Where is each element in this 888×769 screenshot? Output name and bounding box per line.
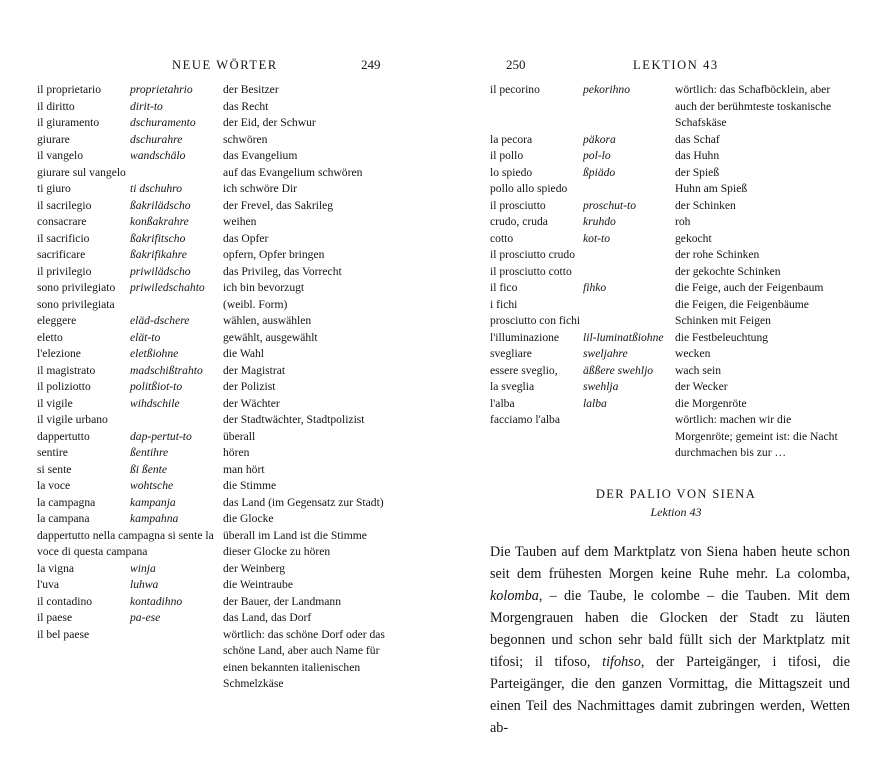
italian-term: cotto <box>490 231 514 245</box>
german-translation: die Wahl <box>223 347 265 360</box>
vocab-entry <box>490 198 840 215</box>
italian-term: il poliziotto <box>37 380 91 393</box>
italian-term: si sente <box>37 462 72 476</box>
vocab-entry <box>37 495 393 512</box>
italian-term: giurare <box>37 132 70 146</box>
pronunciation: wandschälo <box>130 149 186 162</box>
vocab-entry <box>37 412 393 429</box>
german-translation: der Wächter <box>223 396 280 410</box>
pronunciation: priwilädscho <box>130 264 191 278</box>
german-translation: ich bin bevorzugt <box>223 281 305 294</box>
italian-term: la sveglia <box>490 380 535 393</box>
vocab-entry <box>490 264 840 281</box>
german-translation: (weibl. Form) <box>223 297 288 311</box>
vocab-entry <box>37 99 393 116</box>
german-translation: der Besitzer <box>223 83 279 96</box>
german-translation: wörtlich: machen wir die Morgenröte; gemeint ist: die Nacht durchmachen bis zur … <box>675 413 838 459</box>
pronunciation <box>583 412 675 462</box>
italian-term: prosciutto con fichi <box>490 314 581 327</box>
german-translation: der Weinberg <box>223 561 286 575</box>
italian-term: crudo, cruda <box>490 215 548 228</box>
italian-term: lo spiedo <box>490 165 533 179</box>
vocab-entry <box>490 280 840 297</box>
italian-term: la campagna <box>37 495 96 509</box>
italian-term: il privilegio <box>37 264 92 278</box>
german-translation: schwören <box>223 132 268 146</box>
vocab-entry <box>490 297 840 314</box>
german-translation: der gekochte Schinken <box>675 264 781 278</box>
german-translation: der Wecker <box>675 380 728 393</box>
german-translation: wörtlich: das Schafböcklein, aber auch der berühmteste toskanische Schafskäse <box>675 83 832 129</box>
pronunciation: päkora <box>583 132 616 146</box>
vocab-entry <box>37 462 393 479</box>
vocab-entry <box>37 379 393 396</box>
vocab-entry <box>37 429 393 446</box>
italian-term: il giuramento <box>37 116 100 129</box>
vocab-entry <box>37 313 393 330</box>
italian-term: il prosciutto <box>490 198 546 212</box>
vocab-entry <box>37 627 393 693</box>
italian-term: il sacrificio <box>37 231 90 245</box>
running-title: NEUE WÖRTER <box>172 58 278 72</box>
pronunciation: ßakrifikahre <box>130 248 187 261</box>
german-translation: hören <box>223 446 250 459</box>
pronunciation: ti dschuhro <box>130 182 183 195</box>
german-translation: wach sein <box>675 363 722 377</box>
vocab-entry <box>37 280 393 297</box>
pronunciation: swehlja <box>583 380 619 393</box>
german-translation: der Magistrat <box>223 363 286 377</box>
german-translation: roh <box>675 215 691 228</box>
italian-term: facciamo l'alba <box>490 413 560 426</box>
pronunciation: kruhdo <box>583 215 616 228</box>
vocab-entry <box>37 264 393 281</box>
pronunciation: wihdschile <box>130 396 180 410</box>
vocab-entry <box>490 396 840 413</box>
pronunciation: dap-pertut-to <box>130 429 192 443</box>
italian-term: dappertutto <box>37 429 90 443</box>
italian-term: eletto <box>37 330 63 344</box>
vocab-entry <box>490 379 840 396</box>
vocab-entry <box>490 181 840 198</box>
page-number: 249 <box>361 57 381 72</box>
italian-term: il paese <box>37 611 73 624</box>
pronunciation: dirit-to <box>130 99 163 113</box>
italian-term: il pecorino <box>490 83 540 96</box>
vocab-entry <box>37 198 393 215</box>
italian-term: l'elezione <box>37 347 81 360</box>
italian-term: il prosciutto crudo <box>490 248 576 261</box>
pronunciation: pa-ese <box>130 611 161 624</box>
running-title: LEKTION 43 <box>633 58 719 72</box>
german-translation: der Schinken <box>675 198 736 212</box>
pronunciation: kampahna <box>130 512 179 525</box>
german-translation: überall <box>223 429 256 443</box>
pronunciation: dschuramento <box>130 116 196 129</box>
vocab-entry <box>37 165 393 182</box>
italian-term: essere sveglio, <box>490 363 558 377</box>
pronunciation: pol-lo <box>583 149 611 162</box>
vocab-entry <box>37 363 393 380</box>
body-text-segment: , der Parteigänger, i tifosi, die Parteigänger, die den ganzen Vormittag, die Mittagszeit und einen Teil des Nachmittages damit zubringen werden, Wetten ab- <box>490 654 850 736</box>
vocab-entry <box>37 82 393 99</box>
vocab-entry <box>490 214 840 231</box>
german-translation: die Morgenröte <box>675 396 747 410</box>
italian-term: l'illuminazione <box>490 330 560 344</box>
german-translation: wecken <box>675 347 711 360</box>
german-translation: opfern, Opfer bringen <box>223 248 325 261</box>
vocab-entry <box>37 214 393 231</box>
pronunciation: ßpiädo <box>583 165 616 179</box>
german-translation: der Polizist <box>223 380 276 393</box>
vocab-entry <box>37 181 393 198</box>
vocab-entry <box>37 346 393 363</box>
pronunciation: wohtsche <box>130 479 174 492</box>
german-translation: der Stadtwächter, Stadtpolizist <box>223 413 365 426</box>
pronunciation: ßakrilädscho <box>130 198 191 212</box>
italian-term: la vigna <box>37 561 75 575</box>
vocabulary-list <box>37 82 393 693</box>
pronunciation: proprietahrio <box>130 83 193 96</box>
pronunciation: konßakrahre <box>130 215 189 228</box>
german-translation: das Huhn <box>675 149 720 162</box>
vocab-entry <box>490 247 840 264</box>
italian-term: l'uva <box>37 578 60 591</box>
german-translation: das Evangelium <box>223 149 298 162</box>
italian-term: sacrificare <box>37 248 86 261</box>
vocab-entry <box>490 363 840 380</box>
pronunciation <box>130 297 223 314</box>
german-translation: das Opfer <box>223 231 269 245</box>
italian-term: il bel paese <box>37 627 90 641</box>
italian-term: i fichi <box>490 297 518 311</box>
right-page <box>444 0 888 769</box>
pronunciation: äßßere swehljo <box>583 363 654 377</box>
german-translation: die Glocke <box>223 512 274 525</box>
german-translation: ich schwöre Dir <box>223 182 298 195</box>
pronunciation <box>583 313 675 330</box>
italian-term: la pecora <box>490 132 533 146</box>
italian-term: il diritto <box>37 99 75 113</box>
vocab-entry <box>490 346 840 363</box>
vocab-entry <box>490 82 840 132</box>
vocab-entry <box>490 231 840 248</box>
body-text <box>490 541 850 739</box>
italian-term: il vigile <box>37 396 73 410</box>
pronunciation: tifohso <box>602 654 641 670</box>
pronunciation: ßentihre <box>130 446 169 459</box>
body-text-segment: , – die Taube, le colombe – die Tauben. Mit dem Morgengrauen haben die Glocken der Stadt zu läuten begonnen und schon sehr bald füllt sich der Marktplatz mit tifosi; il tifoso, <box>490 588 850 670</box>
vocab-entry <box>490 148 840 165</box>
italian-term: il prosciutto cotto <box>490 264 572 278</box>
pronunciation: dschurahre <box>130 132 183 146</box>
italian-term: il magistrato <box>37 363 96 377</box>
german-translation: wörtlich: das schöne Dorf oder das schöne Land, aber auch Name für einen bekannten italienischen Schmelzkäse <box>223 627 385 690</box>
german-translation: die Weintraube <box>223 578 293 591</box>
vocab-entry <box>37 396 393 413</box>
german-translation: gekocht <box>675 231 712 245</box>
italian-term: sono privilegiato <box>37 281 116 294</box>
pronunciation: ßakrifitscho <box>130 231 186 245</box>
pronunciation <box>583 297 675 314</box>
pronunciation: pekorihno <box>583 83 631 96</box>
vocab-entry <box>37 528 393 561</box>
vocab-entry <box>490 330 840 347</box>
german-translation: der rohe Schinken <box>675 248 760 261</box>
vocab-entry <box>37 511 393 528</box>
vocab-entry <box>37 478 393 495</box>
vocab-entry <box>37 330 393 347</box>
italian-term: il vangelo <box>37 149 84 162</box>
german-translation: der Frevel, das Sakrileg <box>223 198 334 212</box>
german-translation: der Spieß <box>675 165 720 179</box>
pronunciation: sweljahre <box>583 347 628 360</box>
page-number: 250 <box>506 57 526 72</box>
german-translation: der Eid, der Schwur <box>223 116 316 129</box>
pronunciation <box>130 412 223 429</box>
vocab-entry <box>37 561 393 578</box>
body-text-segment: Die Tauben auf dem Marktplatz von Siena haben heute schon seit dem frühesten Morgen keine Ruhe mehr. La colomba, <box>490 544 850 582</box>
german-translation: das Land, das Dorf <box>223 611 312 624</box>
pronunciation: eläd-dschere <box>130 314 190 327</box>
pronunciation: proschut-to <box>583 198 637 212</box>
pronunciation: winja <box>130 561 156 575</box>
italian-term: la voce <box>37 479 71 492</box>
italian-term: il sacrilegio <box>37 198 92 212</box>
italian-term: il proprietario <box>37 83 102 96</box>
italian-term: dappertutto nella campagna si sente la voce di questa campana <box>37 528 214 558</box>
vocab-entry <box>490 412 840 462</box>
vocab-entry <box>37 231 393 248</box>
pronunciation: madschißtrahto <box>130 363 203 377</box>
german-translation: auf das Evangelium schwören <box>223 165 363 179</box>
italian-term: il fico <box>490 281 518 294</box>
italian-term: giurare sul vangelo <box>37 165 126 179</box>
pronunciation: ßi ßente <box>130 462 168 476</box>
section-subtitle: Lektion 43 <box>650 505 702 519</box>
pronunciation <box>583 181 675 198</box>
vocab-entry <box>37 577 393 594</box>
italian-term: il vigile urbano <box>37 413 108 426</box>
vocabulary-list <box>490 82 840 462</box>
pronunciation: lil-luminatßiohne <box>583 330 664 344</box>
german-translation: man hört <box>223 462 265 476</box>
german-translation: wählen, auswählen <box>223 314 312 327</box>
pronunciation: kampanja <box>130 495 176 509</box>
pronunciation <box>583 247 675 264</box>
italian-term: il contadino <box>37 594 93 608</box>
german-translation: der Bauer, der Landmann <box>223 594 341 608</box>
pronunciation: kolomba <box>490 588 539 604</box>
vocab-entry <box>490 313 840 330</box>
italian-term: sono privilegiata <box>37 297 115 311</box>
german-translation: die Stimme <box>223 479 277 492</box>
italian-term: ti giuro <box>37 182 71 195</box>
german-translation: Huhn am Spieß <box>675 182 748 195</box>
pronunciation: luhwa <box>130 578 159 591</box>
italian-term: sentire <box>37 446 68 459</box>
pronunciation: lalba <box>583 396 607 410</box>
italian-term: pollo allo spiedo <box>490 182 568 195</box>
pronunciation <box>583 264 675 281</box>
vocab-entry <box>490 165 840 182</box>
pronunciation: kontadihno <box>130 594 183 608</box>
pronunciation <box>130 627 223 693</box>
italian-term: svegliare <box>490 347 532 360</box>
italian-term: la campana <box>37 512 90 525</box>
german-translation: das Privileg, das Vorrecht <box>223 264 342 278</box>
german-translation: weihen <box>223 215 257 228</box>
vocab-entry <box>37 594 393 611</box>
german-translation: das Schaf <box>675 132 720 146</box>
italian-term: eleggere <box>37 314 77 327</box>
italian-term: l'alba <box>490 396 515 410</box>
vocab-entry <box>37 148 393 165</box>
german-translation: überall im Land ist die Stimme dieser Glocke zu hören <box>223 528 367 558</box>
german-translation: das Land (im Gegensatz zur Stadt) <box>223 495 384 509</box>
italian-term: il pollo <box>490 149 524 162</box>
vocab-entry <box>37 115 393 132</box>
german-translation: gewählt, ausgewählt <box>223 330 318 344</box>
german-translation: die Festbeleuchtung <box>675 330 769 344</box>
vocab-entry <box>490 132 840 149</box>
german-translation: das Recht <box>223 99 269 113</box>
section-title: DER PALIO VON SIENA <box>595 487 757 501</box>
pronunciation: priwiledschahto <box>130 281 205 294</box>
pronunciation: politßiot-to <box>130 380 183 393</box>
german-translation: die Feige, auch der Feigenbaum <box>675 281 824 294</box>
italian-term: consacrare <box>37 215 87 228</box>
pronunciation: eletßiohne <box>130 347 179 360</box>
pronunciation <box>130 165 223 182</box>
vocab-entry <box>37 132 393 149</box>
vocab-entry <box>37 297 393 314</box>
german-translation: Schinken mit Feigen <box>675 314 771 327</box>
pronunciation: elät-to <box>130 330 161 344</box>
vocab-entry <box>37 247 393 264</box>
pronunciation: fihko <box>583 281 607 294</box>
vocab-entry <box>37 445 393 462</box>
pronunciation: kot-to <box>583 231 611 245</box>
german-translation: die Feigen, die Feigenbäume <box>675 297 809 311</box>
vocab-entry <box>37 610 393 627</box>
